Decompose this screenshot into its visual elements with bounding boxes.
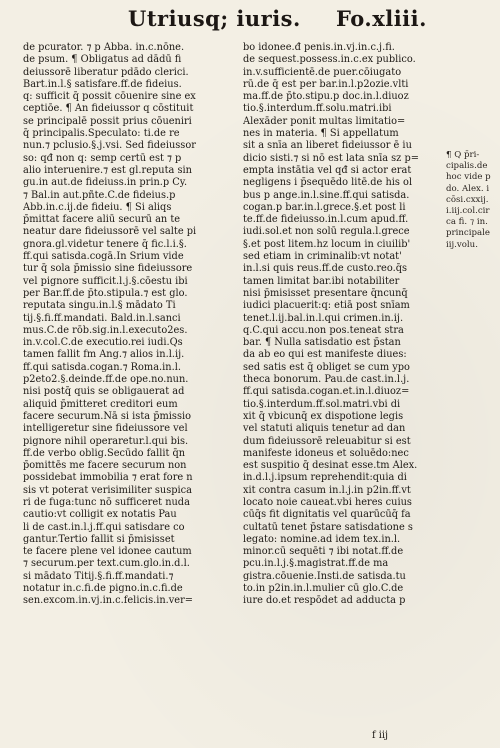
text-line: §.et post litem.hz locum in ciuilib' — [243, 238, 411, 250]
text-line: xit q̄ vbicunq̄ ex dispotione legis — [243, 410, 404, 422]
text-line: ⁊ Bal.in aut.pñte.C.de fideius.p — [23, 189, 176, 201]
text-line: p̄omittēs me facere securum non — [23, 460, 187, 472]
text-line: aliquid p̄mitteret creditori eum — [23, 398, 178, 410]
text-line: legato: nomine.ad idem tex.in.l. — [243, 533, 401, 545]
text-line: q.C.qui accu.non pos.teneat stra — [243, 324, 404, 336]
text-line: mus.C.de rōb.sig.in.l.executo2es. — [23, 324, 188, 336]
text-line: negligens i p̄sequēdo litē.de his ol — [243, 177, 413, 189]
text-line: q̄ principalis.Speculato: ti.de re — [23, 128, 180, 140]
text-line: in.v.col.C.de executio.rei iudi.Q̄s — [23, 337, 183, 349]
text-line: bo idonee.đ penis.in.vj.in.c.j.fi. — [243, 42, 395, 53]
text-line: per Bar.ff.de p̄to.stipula.⁊ est glo. — [23, 287, 188, 299]
text-line: theca bonorum. Pau.de cast.in.l.j. — [243, 374, 410, 386]
text-line: iudi.sol.et non solū regula.l.grece — [243, 226, 410, 238]
text-line: ca fi. ⁊ in. — [446, 217, 488, 228]
text-line: nisi postq̄ quis se obligauerat ad — [23, 386, 185, 398]
text-line: vel statuti aliquis tenetur ad dan — [243, 423, 406, 435]
running-head: Utriusq; iuris. — [128, 6, 301, 31]
text-line: iij.volu. — [446, 239, 478, 250]
text-line: ma.ff.de p̄to.stipu.p doc.in.l.diuoz — [243, 91, 409, 103]
text-line: manifeste idoneus et soluēdo:nec — [243, 447, 409, 459]
text-line: tij.§.fi.ff.mandati. Bald.in.l.sanci — [23, 312, 181, 324]
text-line: Bart.in.l.§ satisfare.ff.de fideius. — [23, 78, 182, 90]
left-text-column — [23, 42, 228, 608]
text-line: de sequest.possess.in.c.ex publico. — [243, 54, 416, 66]
text-line: in.v.sufficientē.de puer.cōiugato — [243, 66, 402, 78]
text-line: notatur in.c.fi.de pigno.in.c.fi.de — [23, 583, 183, 595]
text-line: te.ff.de fideiusso.in.l.cum apud.ff. — [243, 214, 409, 226]
text-line: tamen limitat bar.ibi notabiliter — [243, 275, 400, 287]
text-line: ri de fuga:tunc nō sufficeret nuda — [23, 496, 190, 508]
text-line: li de cast.in.l.j.ff.qui satisdare co — [23, 521, 185, 533]
text-line: cogan.p bar.in.l.grece.§.et post li — [243, 201, 406, 213]
text-line: de pcurator. ⁊ p Abba. in.c.nōne. — [23, 42, 185, 53]
text-line: pcu.in.l.j.§.magistrat̄.ff.de ma — [243, 558, 389, 570]
text-line: p̄mittat facere aliū securū an te — [23, 214, 181, 226]
page-header — [0, 6, 500, 40]
text-line: ff.de verbo oblig.Secūdo fallit q̄n — [23, 447, 186, 459]
text-line: sis vt poterat verisimiliter suspica — [23, 484, 192, 496]
text-line: sit a snīa an liberet fideiussor ē iu — [243, 140, 412, 152]
text-line: tio.§.interdum.ff.sol.matri.vbi di — [243, 398, 401, 410]
text-line: sed satis est q̄ obliget se cum ypo — [243, 361, 410, 373]
text-line: ff.qui satisda.cogan.⁊ Roma.in.l. — [23, 361, 181, 373]
text-line: nisi p̄misisset presentare q̄ncunq̄ — [243, 287, 408, 299]
text-line: reputata singu.in.l.§ mādato Ti — [23, 300, 176, 312]
text-line: ¶ Q̄ p̄ri- — [446, 150, 480, 160]
text-line: gistra.cōuenie.Insti.de satisda.tu — [243, 570, 406, 582]
text-line: possidebat immobilia ⁊ erat fore n — [23, 472, 193, 484]
text-line: ff.qui satisda.cogā.In Srium vide — [23, 251, 184, 263]
text-line: deiussorē liberatur pdādo clerici. — [23, 66, 189, 78]
text-line: ⁊ securum.per text.cum.glo.in.d.l. — [23, 558, 190, 570]
text-line: p2eto2.§.deinde.ff.de ope.no.nun. — [23, 374, 189, 386]
text-line: dum fideiussorē releuabitur si est — [243, 435, 411, 447]
text-line: sen.excom.in.vj.in.c.felicis.in.ver= — [23, 595, 193, 607]
text-line: se principalē possit prius cōueniri — [23, 115, 192, 127]
text-line: cūq̄s fit dignitatis vel quarūcūq̄ fa — [243, 509, 411, 521]
text-line: q: sufficit q̄ possit cōuenire sine ex — [23, 91, 196, 103]
text-line: facere securum.Nā si ista p̄missio — [23, 410, 192, 422]
text-line: locato noie caueat.vbi heres cuius — [243, 496, 412, 508]
text-line: so: qđ non q: semp certū est ⁊ p — [23, 152, 182, 164]
text-line: da ab eo qui est manifeste diues: — [243, 349, 407, 361]
text-line: gu.in aut.de fideiuss.in prin.p Cy. — [23, 177, 188, 189]
text-line: te facere plene vel idonee cautum — [23, 546, 192, 558]
text-line: pignore nihil operaretur.l.qui bis. — [23, 435, 189, 447]
text-line: cultatū tenet̄ p̄stare satisdatione s — [243, 521, 413, 533]
folio-number: Fo.xliii. — [336, 6, 427, 31]
text-line: dicio sisti.⁊ si nō est lata snīa sz p= — [243, 152, 419, 164]
text-line: vel pignore sufficit.l.j.§.cōestu ibi — [23, 275, 188, 287]
text-line: to.in p2in.in.l.mulier cū glo.C.de — [243, 583, 404, 595]
text-line: nes in materia. ¶ Si appellatum — [243, 128, 399, 140]
text-line: Alexāder ponit multas limitatio= — [243, 115, 406, 127]
text-line: xit contra casum in.l.j.in p2in.ff.vt — [243, 484, 411, 496]
text-line: hoc vide p — [446, 172, 491, 183]
text-line: intelligeretur sine fideiussore vel — [23, 423, 188, 435]
text-line: rū.de q̄ est per bar.in.l.p2ozie.vlti — [243, 78, 409, 90]
text-line: de psum. ¶ Obligatus ad dādū fi — [23, 54, 182, 66]
text-line: neatur dare fideiussorē vel salte pi — [23, 226, 197, 238]
text-line: in.l.si quis reus.ff.de custo.reo.q̄s — [243, 263, 407, 275]
text-line: si mādato Titij.§.fi.ff.mandati.⁊ — [23, 570, 174, 582]
text-line: minor.cū sequēti ⁊ ibi notat̄.ff.de — [243, 546, 404, 558]
text-line: est suspitio q̄ desinat esse.tm Alex. — [243, 460, 418, 472]
text-line: ceptiōe. ¶ An fideiussor q cōstituit — [23, 103, 194, 115]
text-line: Abb.in.c.ij.de fideiu. ¶ Si aliqs — [23, 201, 172, 213]
text-line: sed etiam in criminalib:vt notat' — [243, 251, 402, 263]
text-line: cipalis.de — [446, 161, 488, 172]
text-line: principale — [446, 228, 490, 239]
text-line: tamen fallit fm Ang.⁊ alios in.l.ij. — [23, 349, 185, 361]
text-line: in.d.l.j.ipsum reprehendit:quia di — [243, 472, 407, 484]
signature-mark: f iij — [372, 730, 389, 741]
text-line: cautio:vt colligit ex notatis Pau — [23, 509, 177, 521]
text-line: tur q̄ sola p̄missio sine fideiussore — [23, 263, 193, 275]
text-line: bar. ¶ Nulla satisdatio est p̄stan — [243, 337, 401, 349]
text-line: gantur.Tertio fallit si p̄misisset — [23, 533, 175, 545]
text-line: i.iij.col.cir — [446, 205, 490, 216]
text-line: cōsi.cxxij. — [446, 194, 489, 205]
text-line: alio interuenire.⁊ est gl.reputa sin — [23, 164, 192, 176]
text-line: gnora.gl.videtur tenere q̄ fic.l.i.§. — [23, 238, 187, 250]
right-text-column — [243, 42, 442, 608]
text-line: empta instātia vel qđ si actor erat — [243, 164, 412, 176]
text-line: tio.§.interdum.ff.solu.matri.ibi — [243, 103, 392, 115]
text-line: bus p ange.in.l.sine.ff.qui satisda. — [243, 189, 410, 201]
text-line: iudici placuerit:q: etiā post snīam — [243, 300, 410, 312]
margin-note — [446, 150, 500, 251]
text-line: iure do.et respōdet ad adducta p — [243, 595, 406, 607]
text-line: nun.⁊ pclusio.§.j.vsi. Sed fideiussor — [23, 140, 196, 152]
text-line: do. Alex. i — [446, 183, 490, 194]
text-line: tenet.l.ij.bal.in.l.qui crimen.in.ij. — [243, 312, 404, 324]
text-line: ff.qui satisda.cogan.et.in.l.diuoz= — [243, 386, 410, 398]
